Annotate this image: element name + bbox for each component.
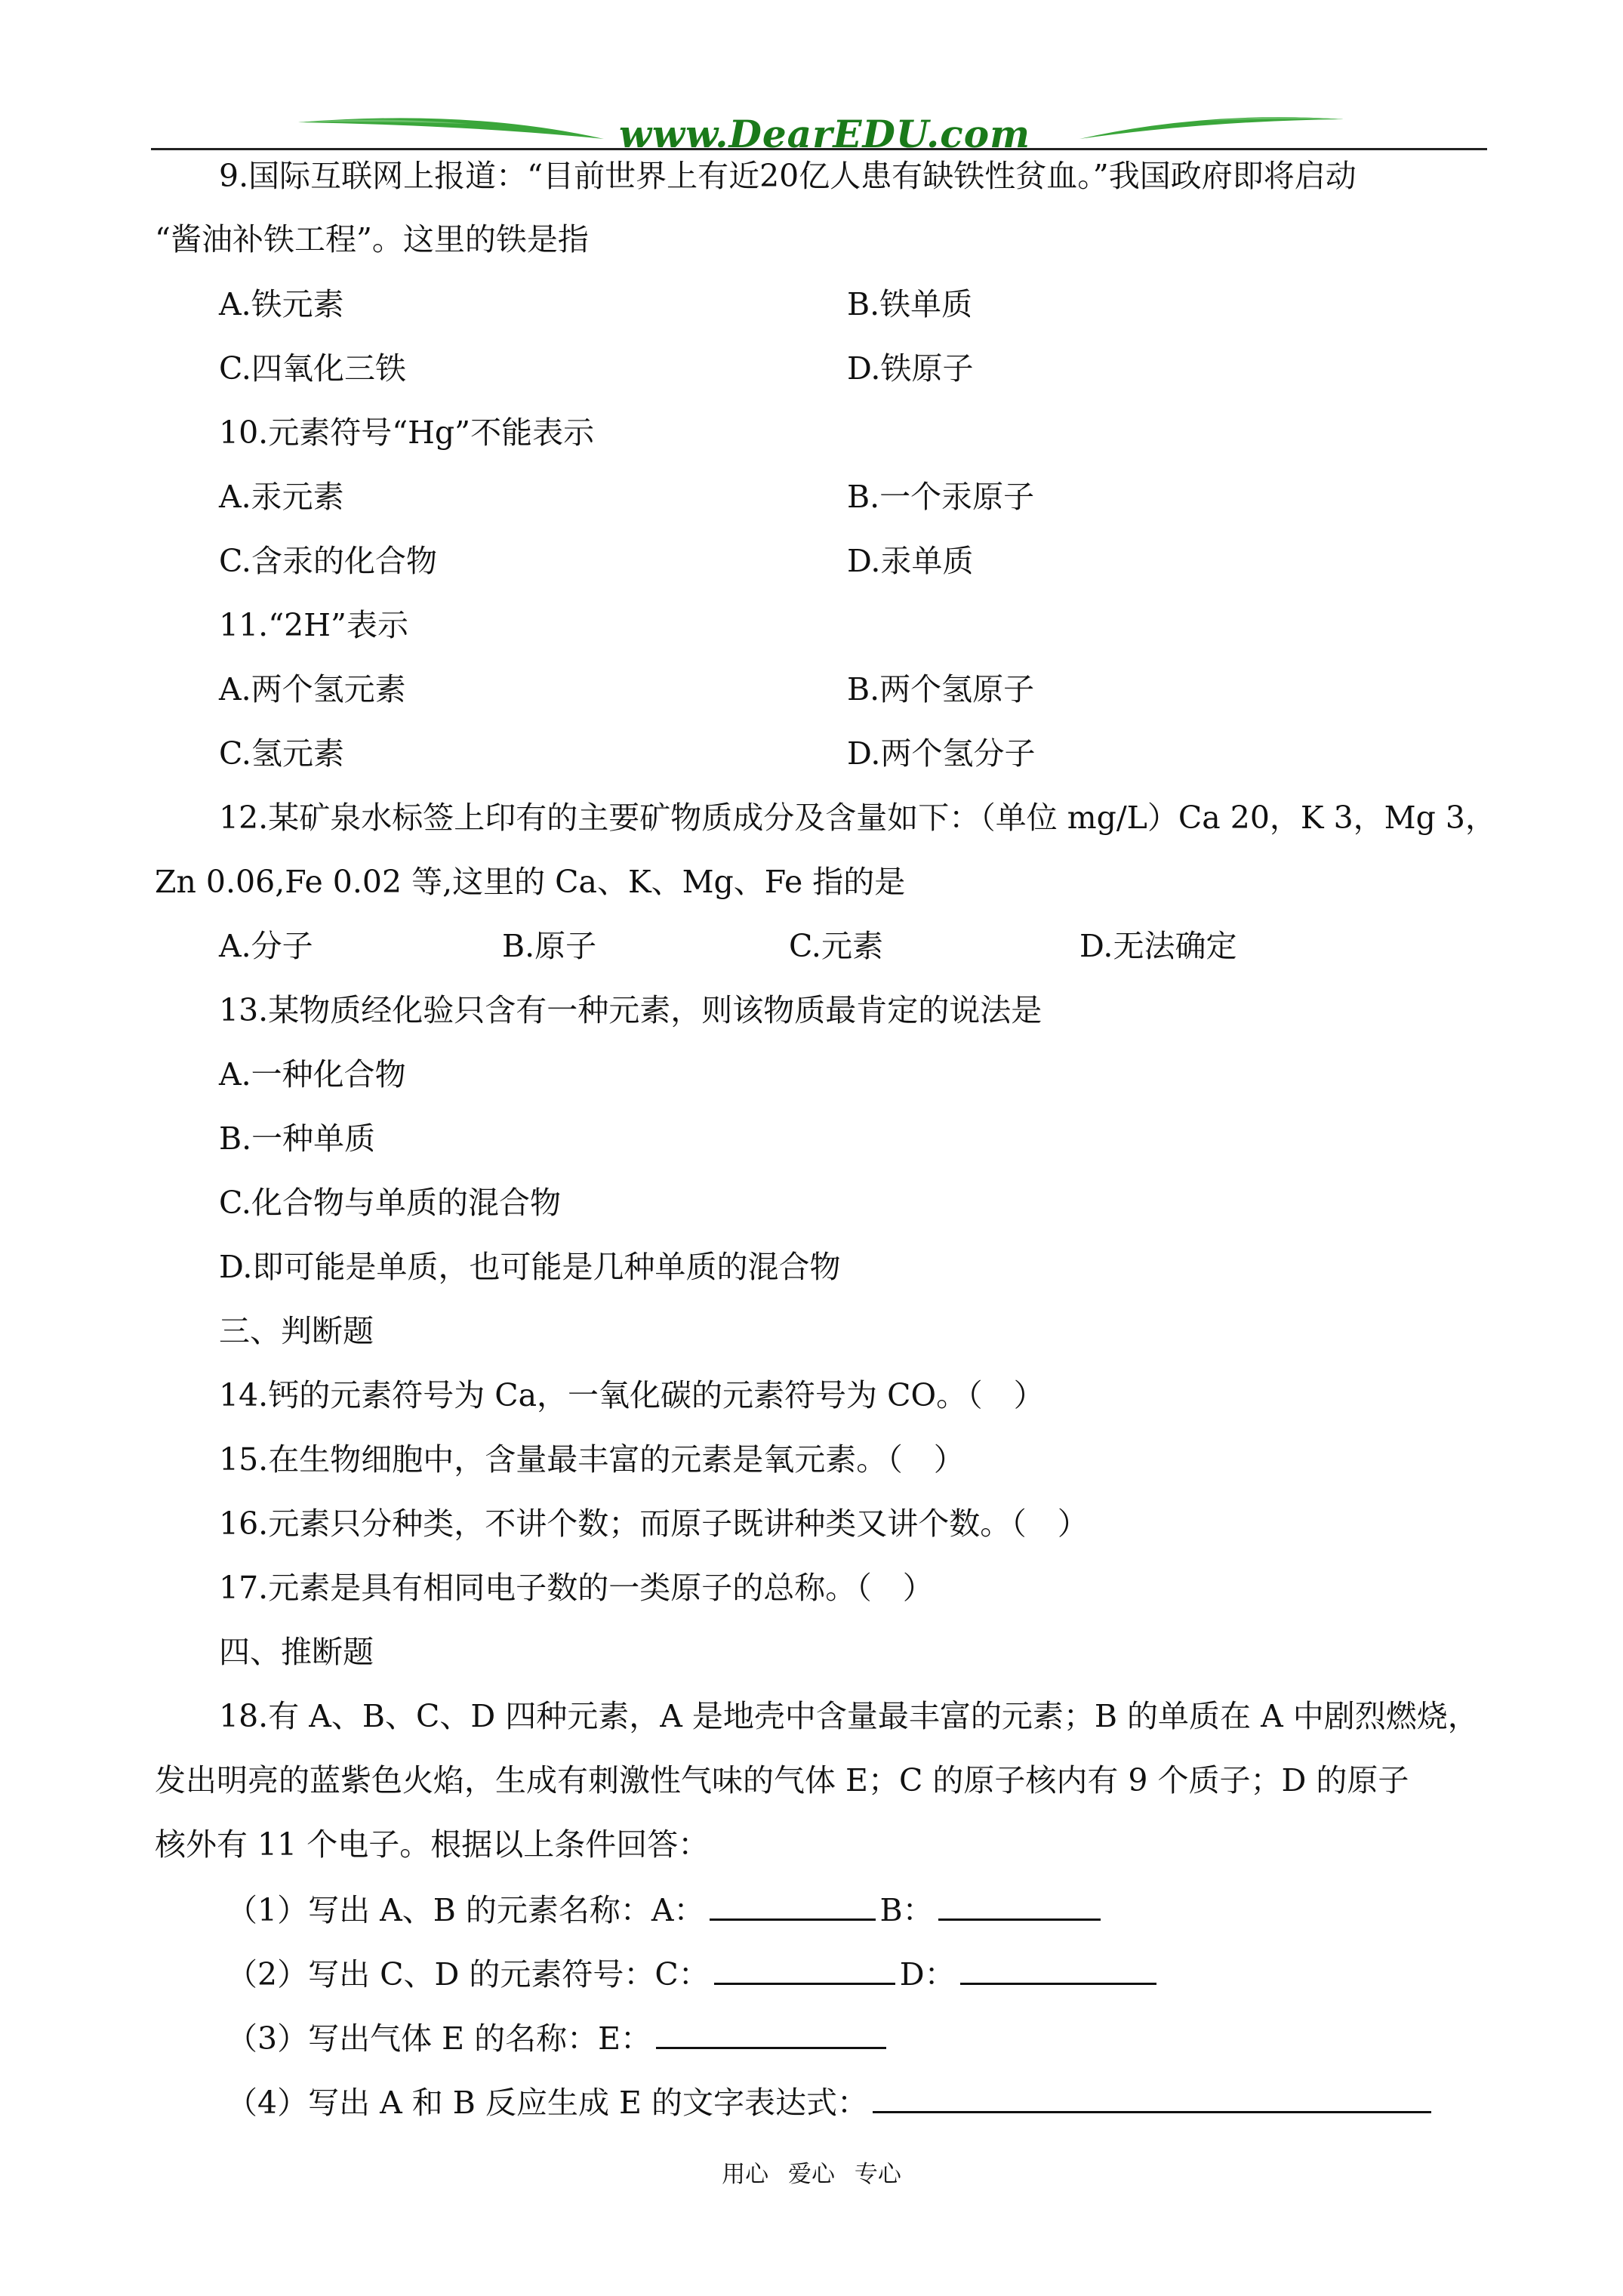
- page-header: [151, 106, 1487, 159]
- q9-option-c: C.四氧化三铁: [219, 350, 406, 387]
- q10-option-b: B.一个汞原子: [847, 479, 1035, 515]
- q12-option-b: B.原子: [502, 928, 597, 964]
- q9-stem-line1: 9.国际互联网上报道：“目前世界上有近20亿人患有缺铁性贫血。”我国政府即将启动: [219, 158, 1357, 194]
- q15-statement: 15.在生物细胞中，含量最丰富的元素是氧元素。（ ）: [219, 1441, 965, 1478]
- q11-stem: 11.“2H”表示: [219, 607, 408, 643]
- answer-blank-c[interactable]: [714, 1954, 895, 1985]
- answer-blank-e[interactable]: [656, 2018, 886, 2049]
- q9-option-d: D.铁原子: [847, 350, 974, 387]
- q16-statement: 16.元素只分种类，不讲个数；而原子既讲种类又讲个数。（ ）: [219, 1505, 1089, 1542]
- answer-blank-a[interactable]: [710, 1890, 876, 1921]
- q18-sub1: [226, 1890, 1105, 1929]
- q18-sub3-prefix: （3）写出气体 E 的名称：E：: [226, 2020, 652, 2057]
- q18-sub4-prefix: （4）写出 A 和 B 反应生成 E 的文字表达式：: [226, 2085, 868, 2121]
- q10-stem: 10.元素符号“Hg”不能表示: [219, 415, 595, 451]
- q9-option-a: A.铁元素: [219, 286, 344, 322]
- page-footer: [0, 2159, 1623, 2190]
- q18-sub3: [226, 2018, 891, 2057]
- q12-stem-line1: 12.某矿泉水标签上印有的主要矿物质成分及含量如下：（单位 mg/L）Ca 20，K 3，Mg 3，: [219, 800, 1497, 836]
- q12-option-c: C.元素: [789, 928, 883, 964]
- answer-blank-d[interactable]: [960, 1954, 1156, 1985]
- q12-option-a: A.分子: [219, 928, 313, 964]
- q9-option-b: B.铁单质: [847, 286, 973, 322]
- q13-option-b: B.一种单质: [219, 1120, 376, 1157]
- q11-option-a: A.两个氢元素: [219, 671, 406, 707]
- q18-stem-line1: 18.有 A、B、C、D 四种元素，A 是地壳中含量最丰富的元素；B 的单质在 A 中剧烈燃烧，: [219, 1698, 1479, 1734]
- q13-option-a: A.一种化合物: [219, 1056, 406, 1093]
- q10-option-a: A.汞元素: [219, 479, 344, 515]
- q13-option-d: D.即可能是单质，也可能是几种单质的混合物: [219, 1249, 841, 1285]
- q18-sub2-mid: D：: [899, 1956, 956, 1992]
- q17-statement: 17.元素是具有相同电子数的一类原子的总称。（ ）: [219, 1570, 934, 1606]
- q9-stem-line2: “酱油补铁工程”。这里的铁是指: [155, 221, 589, 257]
- footer-part2: 爱心: [788, 2161, 835, 2188]
- q18-stem-line2: 发出明亮的蓝紫色火焰，生成有刺激性气味的气体 E；C 的原子核内有 9 个质子；D 的原子: [155, 1762, 1409, 1798]
- q14-statement: 14.钙的元素符号为 Ca，一氧化碳的元素符号为 CO。（ ）: [219, 1377, 1045, 1413]
- q18-stem-line3: 核外有 11 个电子。根据以上条件回答：: [155, 1826, 710, 1863]
- q18-sub4: [226, 2082, 1436, 2122]
- q18-sub2-prefix: （2）写出 C、D 的元素符号：C：: [226, 1956, 710, 1992]
- q11-option-d: D.两个氢分子: [847, 735, 1036, 772]
- section3-title: 三、判断题: [219, 1313, 374, 1349]
- q11-option-c: C.氢元素: [219, 735, 344, 772]
- header-divider: [151, 148, 1487, 150]
- q12-stem-line2: Zn 0.06,Fe 0.02 等,这里的 Ca、K、Mg、Fe 指的是: [155, 864, 906, 900]
- answer-blank-b[interactable]: [938, 1890, 1101, 1921]
- q18-sub1-mid: B：: [879, 1892, 934, 1928]
- q13-stem: 13.某物质经化验只含有一种元素，则该物质最肯定的说法是: [219, 992, 1042, 1028]
- footer-part1: 用心: [722, 2161, 769, 2188]
- q18-sub2: [226, 1954, 1161, 1993]
- q10-option-d: D.汞单质: [847, 543, 974, 579]
- q18-sub1-prefix: （1）写出 A、B 的元素名称：A：: [226, 1892, 705, 1928]
- q13-option-c: C.化合物与单质的混合物: [219, 1185, 561, 1221]
- site-logo: www.DearEDU.com: [619, 112, 1031, 156]
- section4-title: 四、推断题: [219, 1634, 374, 1670]
- q10-option-c: C.含汞的化合物: [219, 543, 437, 579]
- answer-blank-equation[interactable]: [873, 2082, 1431, 2113]
- footer-part3: 专心: [854, 2161, 901, 2188]
- q11-option-b: B.两个氢原子: [847, 671, 1035, 707]
- q12-option-d: D.无法确定: [1079, 928, 1237, 964]
